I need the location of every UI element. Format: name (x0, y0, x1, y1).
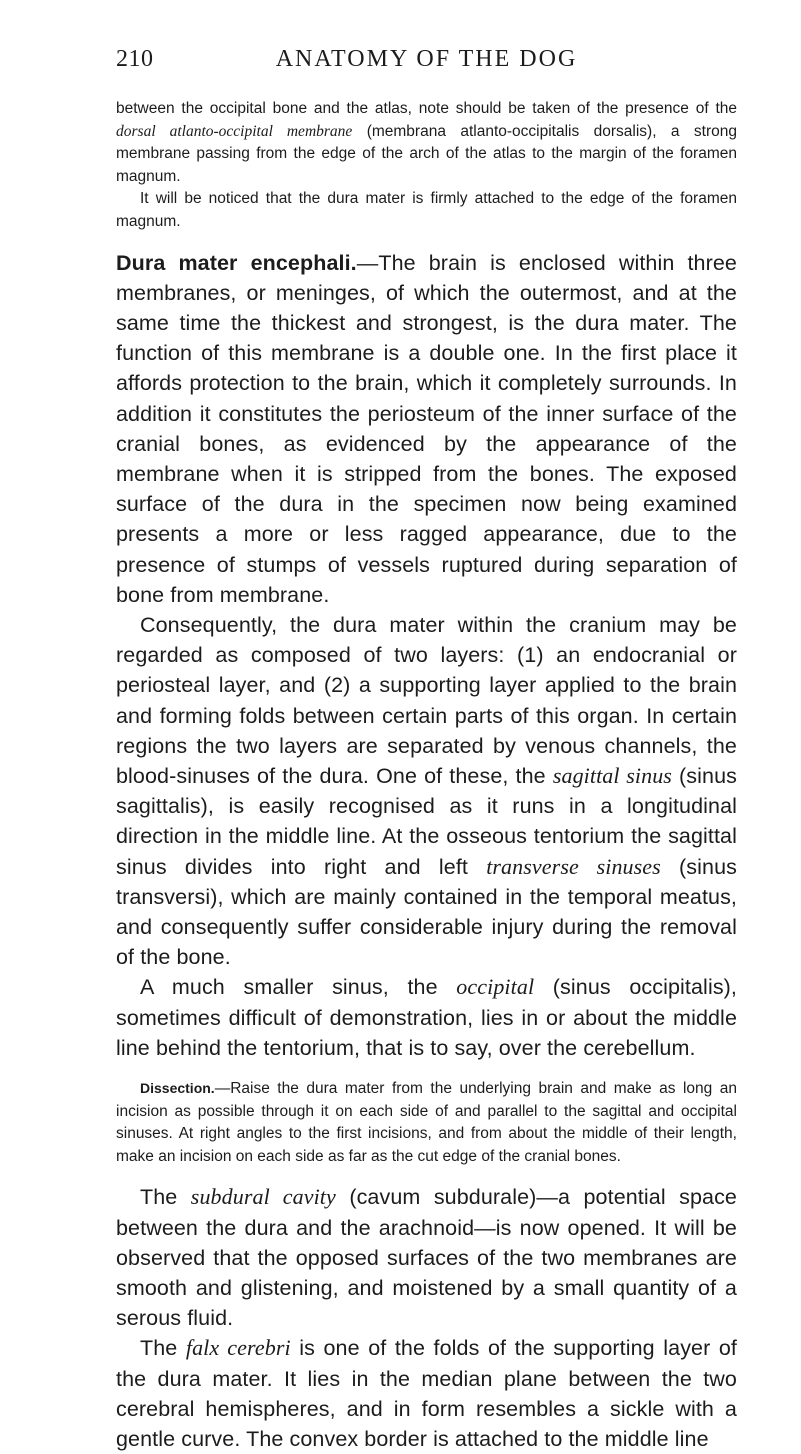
paragraph-atlanto-occipital: between the occipital bone and the atlas, note should be taken of the presence of the dorsal atlanto-occipital membrane (membrana atlanto-occipitalis dorsalis), a strong membrane passing from the edge of the arch of the atlas to the margin of the foramen magnum. (116, 100, 737, 185)
term-transverse-sinuses: transverse sinuses (486, 853, 661, 879)
page-header (116, 46, 737, 80)
paragraph-foramen-magnum: It will be noticed that the dura mater is firmly attached to the edge of the foramen magnum. (116, 190, 737, 230)
page-number: 210 (116, 46, 154, 72)
paragraph-dura-mater-encephali: Dura mater encephali.—The brain is enclosed within three membranes, or meninges, of which the outermost, and at the same time the thickest and strongest, is the dura mater. The function of this membrane is a double one. In the first place it affords protection to the brain, which it completely surrounds. In addition it constitutes the periosteum of the inner surface of the cranial bones, as evidenced by the appearance of the membrane when it is stripped from the bones. The exposed surface of the dura in the specimen now being examined presents a more or less ragged appearance, due to the presence of stumps of vessels ruptured during separation of bone from membrane. (116, 250, 737, 607)
running-title: ANATOMY OF THE DOG (275, 46, 578, 72)
paragraph-occipital-sinus: A much smaller sinus, the occipital (sinus occipitalis), sometimes difficult of demonstration, lies in or about the middle line behind the tentorium, that is to say, over the cerebellum. (116, 974, 737, 1060)
paragraph-subdural-cavity: The subdural cavity (cavum subdurale)—a potential space between the dura and the arachnoid—is now opened. It will be observed that the opposed surfaces of the two membranes are smooth and glistening, and moistened by a small quantity of a serous fluid. (116, 1184, 737, 1331)
heading-dura-mater-encephali: Dura mater encephali. (116, 250, 357, 275)
term-occipital: occipital (456, 974, 535, 1000)
term-subdural-cavity: subdural cavity (190, 1184, 336, 1210)
paragraph-two-layers: Consequently, the dura mater within the cranium may be regarded as composed of two layers: (1) an endocranial or periosteal layer, and (2) a supporting layer applied to the brain and forming folds between certain parts of this organ. In certain regions the two layers are separated by venous channels, the blood-sinuses of the dura. One of these, the sagittal sinus (sinus sagittalis), is easily recognised as it runs in a longitudinal direction in the middle line. At the osseous tentorium the sagittal sinus divides into right and left transverse sinuses (sinus transversi), which are mainly contained in the temporal meatus, and consequently suffer considerable injury during the removal of the bone. (116, 613, 737, 970)
paragraph-dissection: Dissection.—Raise the dura mater from the underlying brain and make as long an incision as possible through it on each side of and parallel to the sagittal and occipital sinuses. At right angles to the first incisions, and from about the middle of their length, make an incision on each side as far as the cut edge of the cranial bones. (116, 1080, 737, 1165)
term-falx-cerebri: falx cerebri (185, 1335, 291, 1361)
page-body (116, 98, 737, 1454)
paragraph-falx-cerebri: The falx cerebri is one of the folds of the supporting layer of the dura mater. It lies in the median plane between the two cerebral hemispheres, and in form resembles a sickle with a gentle curve. The convex border is attached to the middle line (116, 1335, 738, 1452)
heading-dissection: Dissection. (140, 1080, 215, 1097)
term-sagittal-sinus: sagittal sinus (552, 763, 672, 789)
term-dorsal-atlanto-occipital-membrane: dorsal atlanto-occipital membrane (116, 122, 353, 140)
